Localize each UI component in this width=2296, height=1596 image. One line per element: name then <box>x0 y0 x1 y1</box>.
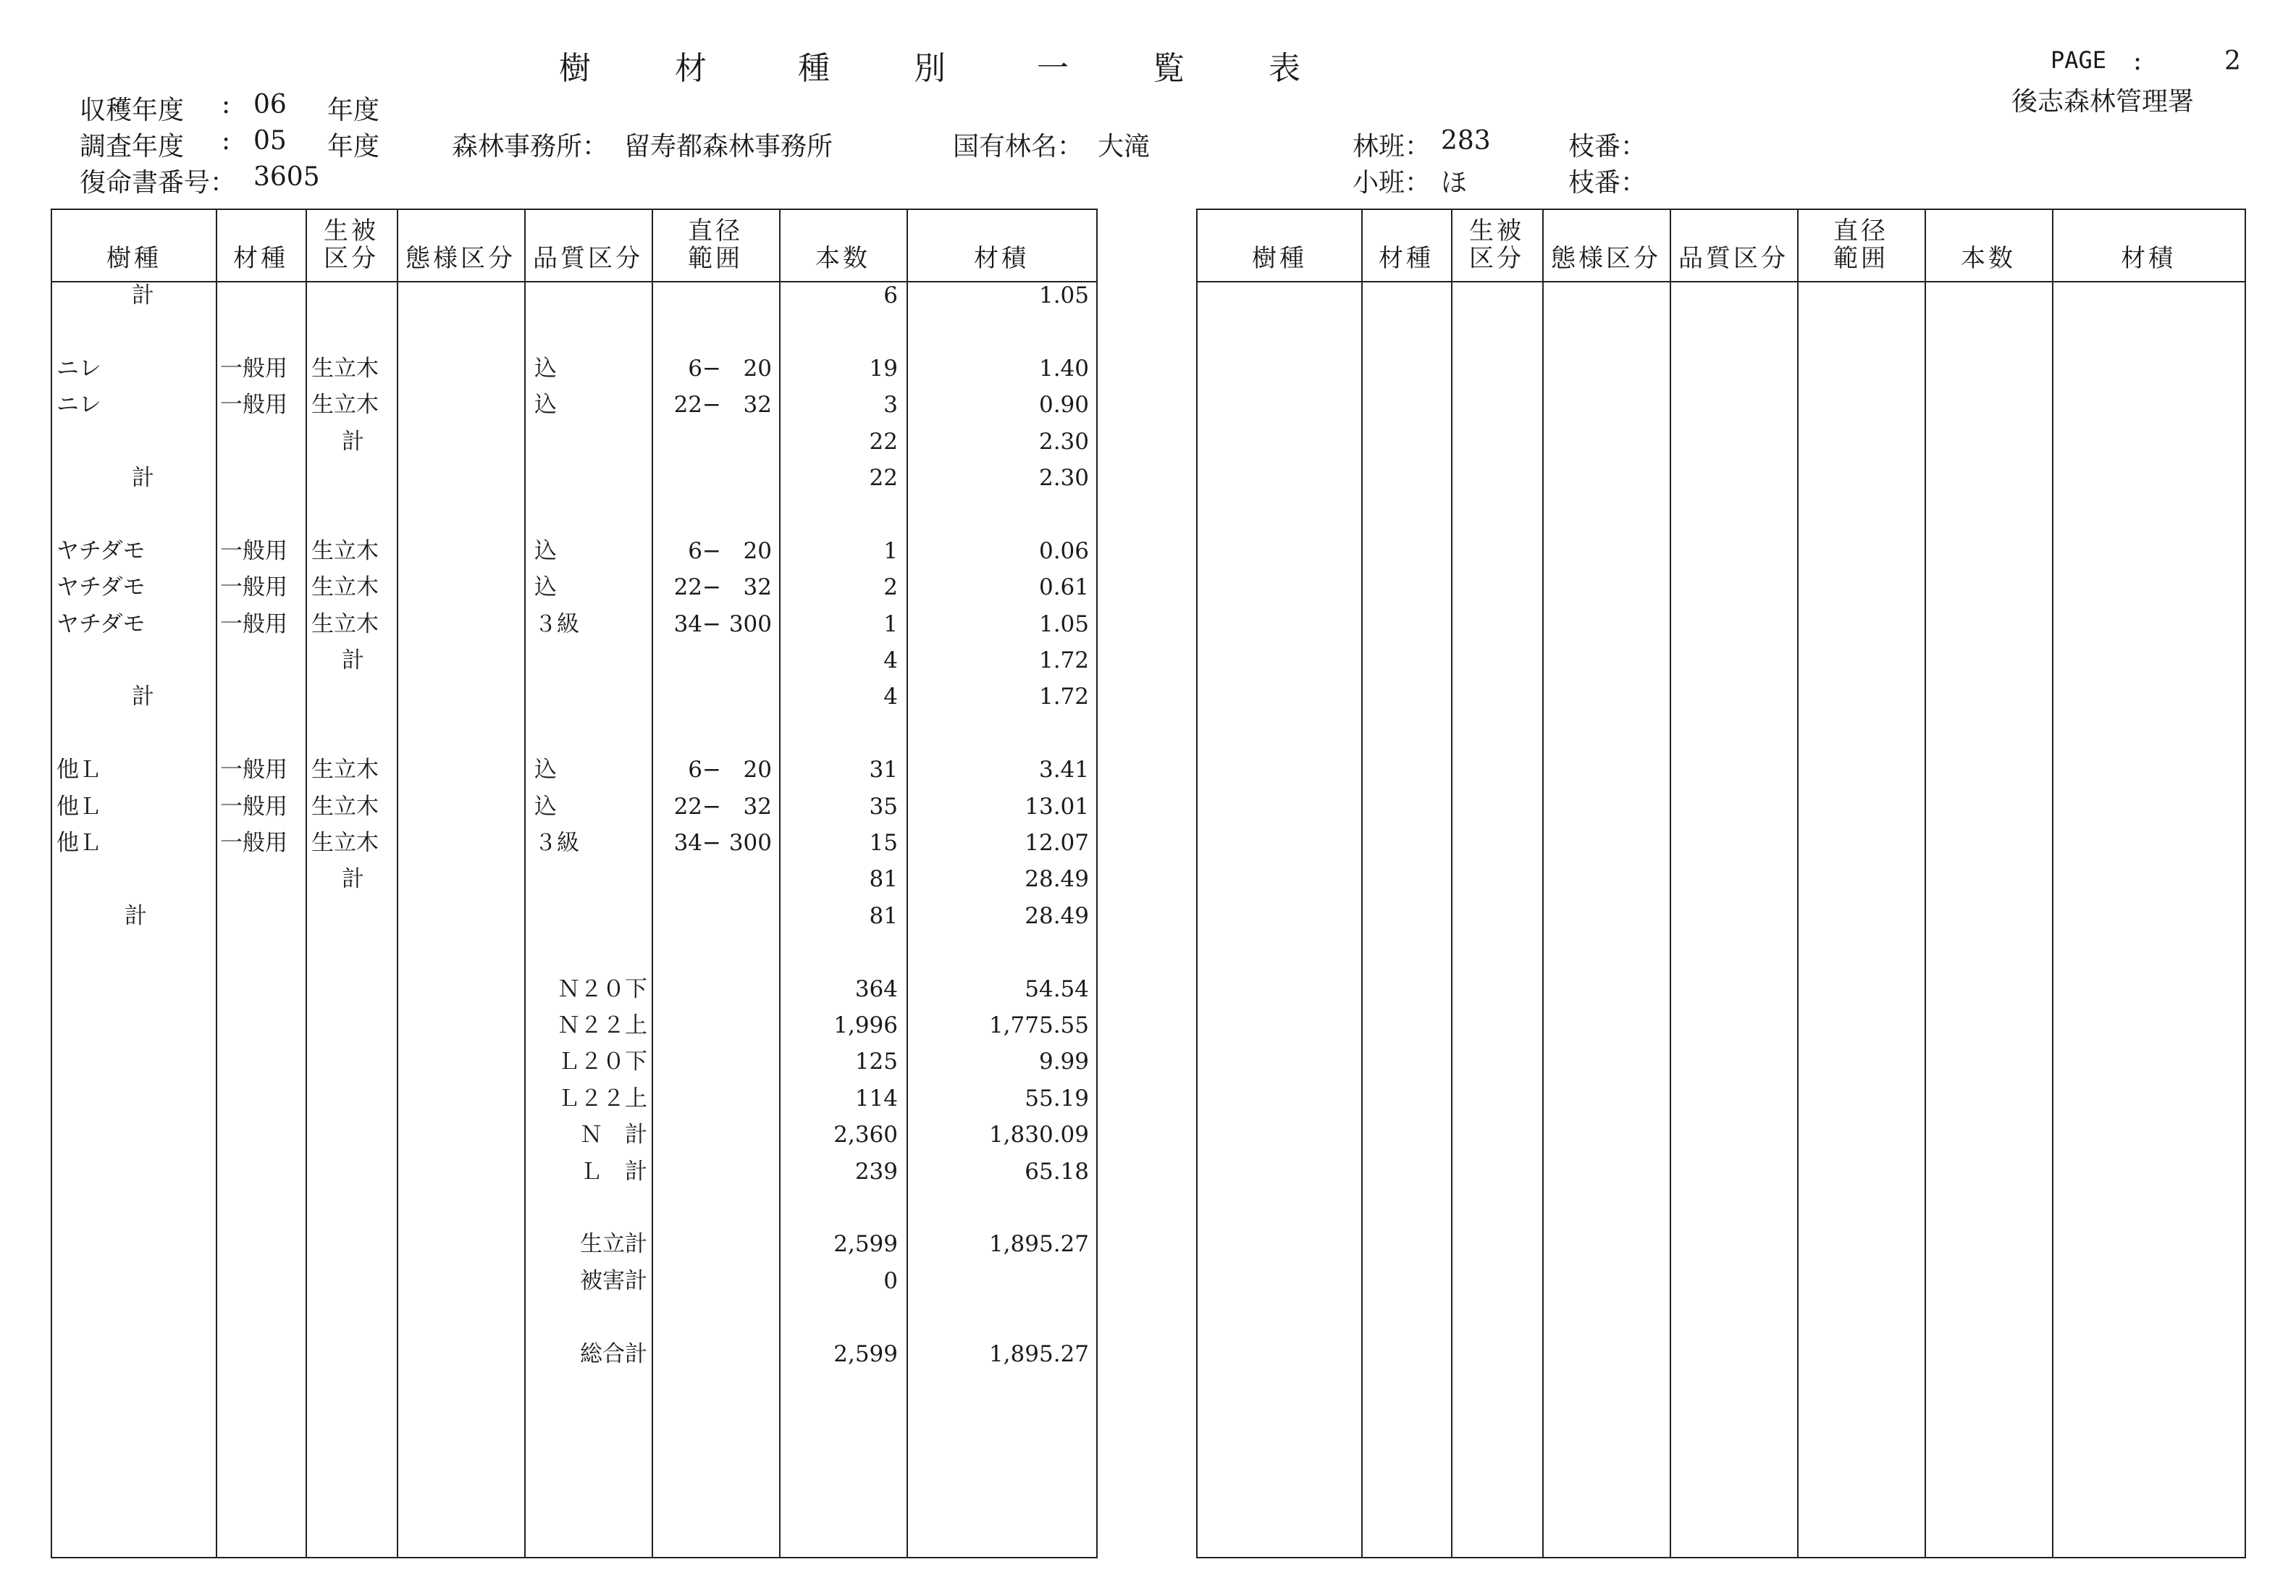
diameter-max-cell: 32 <box>743 574 772 601</box>
column-divider <box>306 210 307 1557</box>
quality-cell: 込 <box>534 537 557 564</box>
volume-cell: 1.72 <box>1038 647 1089 673</box>
count-cell: 22 <box>869 465 898 491</box>
species-cell: ヤチダモ <box>56 610 146 637</box>
timber-table-right <box>1196 209 2246 1558</box>
count-cell: 3 <box>883 392 898 419</box>
subtotal-label: 計 <box>342 866 364 893</box>
summary-label: 総合計 <box>580 1340 647 1367</box>
branch-label-1: 枝番： <box>1568 132 1647 161</box>
summary-label: 被害計 <box>580 1267 647 1294</box>
diameter-max-cell: 32 <box>743 793 772 820</box>
volume-cell: 2.30 <box>1038 428 1089 455</box>
harvest-year-label: 収穫年度 <box>80 96 185 125</box>
species-cell: ヤチダモ <box>56 574 146 601</box>
count-cell: 239 <box>854 1158 898 1185</box>
summary-label: Ｎ 計 <box>580 1122 647 1148</box>
volume-cell: 9.99 <box>1038 1049 1089 1075</box>
forest-office-label: 森林事務所： <box>452 132 609 161</box>
title-char: 一 <box>1037 50 1069 87</box>
column-divider <box>1361 210 1363 1557</box>
status-cell: 生立木 <box>311 757 379 784</box>
column-divider <box>397 210 398 1557</box>
subtotal-label: 計 <box>125 902 147 929</box>
diameter-min-cell: 6− <box>688 355 721 382</box>
volume-cell: 0.90 <box>1038 392 1089 419</box>
status-cell: 生立木 <box>311 793 379 820</box>
count-cell: 364 <box>854 975 898 1002</box>
right-header-volume: 材積 <box>2121 244 2176 273</box>
material-cell: 一般用 <box>220 392 287 419</box>
volume-cell: 0.61 <box>1038 574 1089 601</box>
count-cell: 81 <box>869 866 898 893</box>
count-cell: 1 <box>883 610 898 637</box>
right-header-count: 本数 <box>1961 244 2016 273</box>
header-divider <box>1198 281 2245 282</box>
right-header-diameter: 直径 <box>1833 217 1888 245</box>
right-header-condition: 態様区分 <box>1551 244 1661 273</box>
count-cell: 22 <box>869 428 898 455</box>
status-cell: 生立木 <box>311 392 379 419</box>
species-cell: 他Ｌ <box>56 793 101 820</box>
title-char: 覧 <box>1153 50 1185 87</box>
quality-cell: 込 <box>534 392 557 419</box>
count-cell: 2,599 <box>833 1231 898 1258</box>
count-cell: 2,599 <box>833 1340 898 1367</box>
status-cell: 生立木 <box>311 537 379 564</box>
volume-cell: 1.05 <box>1038 610 1089 637</box>
left-header-count: 本数 <box>815 244 870 273</box>
left-header-material: 材種 <box>233 244 288 273</box>
volume-cell: 2.30 <box>1038 465 1089 491</box>
diameter-max-cell: 300 <box>728 610 772 637</box>
column-divider <box>1542 210 1544 1557</box>
status-cell: 生立木 <box>311 610 379 637</box>
material-cell: 一般用 <box>220 793 287 820</box>
subtotal-label: 計 <box>342 647 364 673</box>
left-header-species: 樹種 <box>106 244 161 273</box>
summary-label: Ｎ２２上 <box>558 1012 647 1038</box>
diameter-min-cell: 34− <box>673 610 721 637</box>
compartment: 283 <box>1441 126 1491 156</box>
harvest-year-unit: 年度 <box>327 96 380 125</box>
title-char: 材 <box>675 50 707 87</box>
title-char: 別 <box>914 50 946 87</box>
summary-label: Ｌ２０下 <box>558 1049 647 1075</box>
summary-label: 生立計 <box>580 1231 647 1258</box>
volume-cell: 13.01 <box>1025 793 1089 820</box>
volume-cell: 28.49 <box>1025 902 1089 929</box>
count-cell: 4 <box>883 684 898 710</box>
material-cell: 一般用 <box>220 610 287 637</box>
compartment-label: 林班： <box>1353 132 1431 161</box>
left-header-diameter: 直径 <box>688 217 743 245</box>
subtotal-label: 計 <box>132 684 154 710</box>
diameter-min-cell: 22− <box>673 574 721 601</box>
material-cell: 一般用 <box>220 574 287 601</box>
volume-cell: 1,895.27 <box>988 1231 1089 1258</box>
page-label: PAGE <box>2051 46 2107 74</box>
count-cell: 81 <box>869 902 898 929</box>
volume-cell: 1,830.09 <box>988 1122 1089 1148</box>
count-cell: 0 <box>883 1267 898 1294</box>
survey-year-unit: 年度 <box>327 132 380 161</box>
count-cell: 35 <box>869 793 898 820</box>
column-divider <box>1451 210 1452 1557</box>
office-name: 後志森林管理署 <box>2011 87 2195 117</box>
column-divider <box>216 210 217 1557</box>
summary-label: Ｌ 計 <box>580 1158 647 1185</box>
volume-cell: 3.41 <box>1038 757 1089 784</box>
status-cell: 生立木 <box>311 830 379 856</box>
harvest-year: 06 <box>253 90 287 119</box>
volume-cell: 12.07 <box>1025 830 1089 856</box>
right-header-material: 材種 <box>1379 244 1434 273</box>
survey-year-colon: : <box>222 126 231 156</box>
count-cell: 2,360 <box>833 1122 898 1148</box>
material-cell: 一般用 <box>220 830 287 856</box>
species-cell: 他Ｌ <box>56 830 101 856</box>
volume-cell: 1,895.27 <box>988 1340 1089 1367</box>
report-no: 3605 <box>253 162 320 192</box>
left-header-condition: 態様区分 <box>405 244 516 273</box>
quality-cell: ３級 <box>534 610 579 637</box>
forest-office: 留寿都森林事務所 <box>624 132 833 161</box>
right-header-species: 樹種 <box>1252 244 1307 273</box>
branch-label-2: 枝番： <box>1568 168 1647 198</box>
diameter-max-cell: 300 <box>728 830 772 856</box>
title-char: 表 <box>1269 50 1300 87</box>
count-cell: 125 <box>854 1049 898 1075</box>
report-title <box>0 42 2296 85</box>
volume-cell: 28.49 <box>1025 866 1089 893</box>
subtotal-label: 計 <box>132 465 154 491</box>
national-forest-label: 国有林名： <box>953 132 1084 161</box>
right-header-diameter: 範囲 <box>1833 244 1888 273</box>
volume-cell: 1.72 <box>1038 684 1089 710</box>
diameter-max-cell: 20 <box>743 537 772 564</box>
volume-cell: 1.40 <box>1038 355 1089 382</box>
quality-cell: ３級 <box>534 830 579 856</box>
timber-table-left <box>51 209 1098 1558</box>
page-colon: : <box>2133 46 2142 76</box>
quality-cell: 込 <box>534 793 557 820</box>
column-divider <box>1670 210 1671 1557</box>
column-divider <box>1797 210 1799 1557</box>
count-cell: 19 <box>869 355 898 382</box>
material-cell: 一般用 <box>220 355 287 382</box>
count-cell: 1 <box>883 537 898 564</box>
diameter-max-cell: 20 <box>743 355 772 382</box>
status-cell: 生立木 <box>311 574 379 601</box>
left-header-status: 生被 <box>324 217 379 245</box>
quality-cell: 込 <box>534 757 557 784</box>
summary-label: Ｎ２０下 <box>558 975 647 1002</box>
column-divider <box>2052 210 2053 1557</box>
right-header-status: 区分 <box>1469 244 1524 273</box>
count-cell: 1,996 <box>833 1012 898 1038</box>
count-cell: 4 <box>883 647 898 673</box>
quality-cell: 込 <box>534 355 557 382</box>
left-header-status: 区分 <box>324 244 379 273</box>
title-char: 種 <box>798 50 830 87</box>
left-header-diameter: 範囲 <box>688 244 743 273</box>
count-cell: 6 <box>883 282 898 308</box>
report-no-label: 復命書番号： <box>80 168 237 198</box>
left-header-quality: 品質区分 <box>533 244 643 273</box>
summary-label: Ｌ２２上 <box>558 1085 647 1112</box>
diameter-max-cell: 32 <box>743 392 772 419</box>
quality-cell: 込 <box>534 574 557 601</box>
count-cell: 15 <box>869 830 898 856</box>
diameter-max-cell: 20 <box>743 757 772 784</box>
subcompartment: ほ <box>1441 168 1468 198</box>
count-cell: 31 <box>869 757 898 784</box>
count-cell: 2 <box>883 574 898 601</box>
volume-cell: 55.19 <box>1025 1085 1089 1112</box>
subtotal-label: 計 <box>342 428 364 455</box>
diameter-min-cell: 6− <box>688 537 721 564</box>
material-cell: 一般用 <box>220 537 287 564</box>
species-cell: ニレ <box>56 355 101 382</box>
volume-cell: 65.18 <box>1025 1158 1089 1185</box>
diameter-min-cell: 34− <box>673 830 721 856</box>
species-cell: 他Ｌ <box>56 757 101 784</box>
count-cell: 114 <box>854 1085 898 1112</box>
species-cell: ニレ <box>56 392 101 419</box>
diameter-min-cell: 22− <box>673 793 721 820</box>
right-header-status: 生被 <box>1469 217 1524 245</box>
status-cell: 生立木 <box>311 355 379 382</box>
national-forest: 大滝 <box>1098 132 1151 161</box>
title-char: 樹 <box>559 50 591 87</box>
volume-cell: 1.05 <box>1038 282 1089 308</box>
diameter-min-cell: 6− <box>688 757 721 784</box>
material-cell: 一般用 <box>220 757 287 784</box>
volume-cell: 54.54 <box>1025 975 1089 1002</box>
page-number: 2 <box>2224 46 2241 76</box>
subtotal-label: 計 <box>132 282 154 308</box>
volume-cell: 0.06 <box>1038 537 1089 564</box>
harvest-year-colon: : <box>222 90 231 119</box>
left-header-volume: 材積 <box>974 244 1029 273</box>
subcompartment-label: 小班： <box>1353 168 1431 198</box>
column-divider <box>1925 210 1926 1557</box>
species-cell: ヤチダモ <box>56 537 146 564</box>
right-header-quality: 品質区分 <box>1678 244 1788 273</box>
volume-cell: 1,775.55 <box>988 1012 1089 1038</box>
survey-year-label: 調査年度 <box>80 132 185 161</box>
diameter-min-cell: 22− <box>673 392 721 419</box>
survey-year: 05 <box>253 126 287 156</box>
